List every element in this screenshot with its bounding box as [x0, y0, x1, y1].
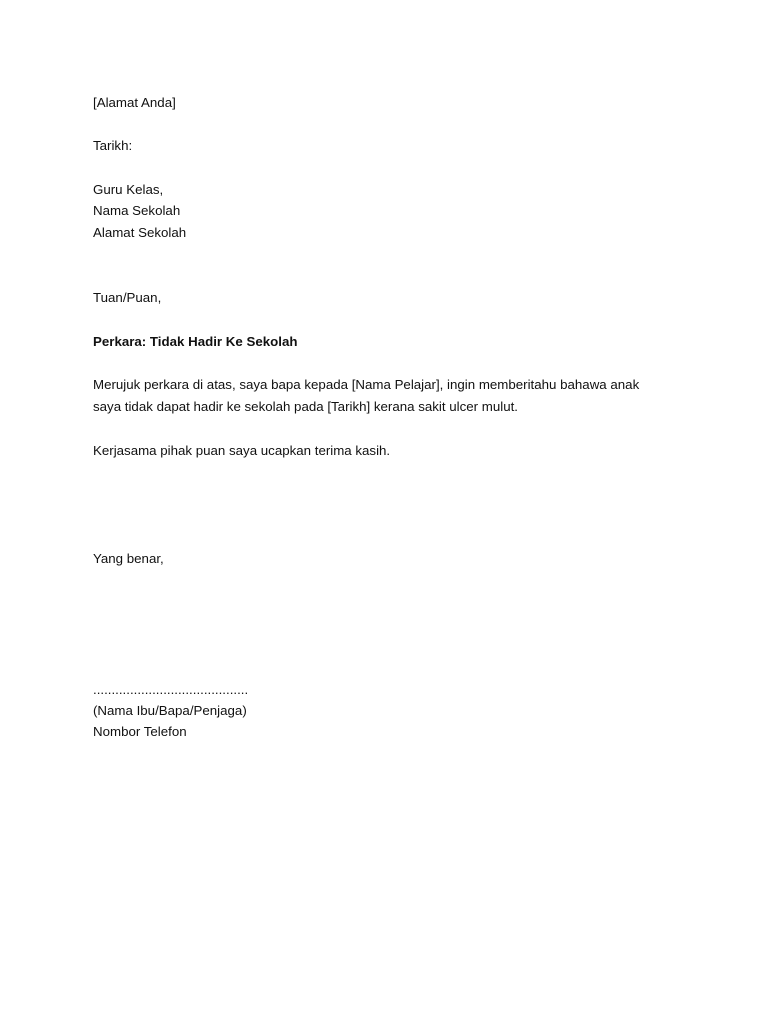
subject-line: Perkara: Tidak Hadir Ke Sekolah	[93, 334, 298, 349]
date-label: Tarikh:	[93, 138, 133, 153]
body-line-2: saya tidak dapat hadir ke sekolah pada [Tarikh] kerana sakit ulcer mulut.	[93, 399, 518, 414]
signer-name: (Nama Ibu/Bapa/Penjaga)	[93, 703, 247, 718]
sender-address: [Alamat Anda]	[93, 95, 176, 110]
closing: Yang benar,	[93, 551, 164, 566]
salutation: Tuan/Puan,	[93, 290, 162, 305]
signature-line: ..........................................	[93, 682, 249, 697]
signer-phone: Nombor Telefon	[93, 724, 187, 739]
body-line-1: Merujuk perkara di atas, saya bapa kepada [Nama Pelajar], ingin memberitahu bahawa anak	[93, 377, 640, 392]
recipient-line-2: Nama Sekolah	[93, 203, 181, 218]
recipient-line-3: Alamat Sekolah	[93, 225, 187, 240]
closing-thanks: Kerjasama pihak puan saya ucapkan terima kasih.	[93, 443, 391, 458]
recipient-line-1: Guru Kelas,	[93, 182, 164, 197]
